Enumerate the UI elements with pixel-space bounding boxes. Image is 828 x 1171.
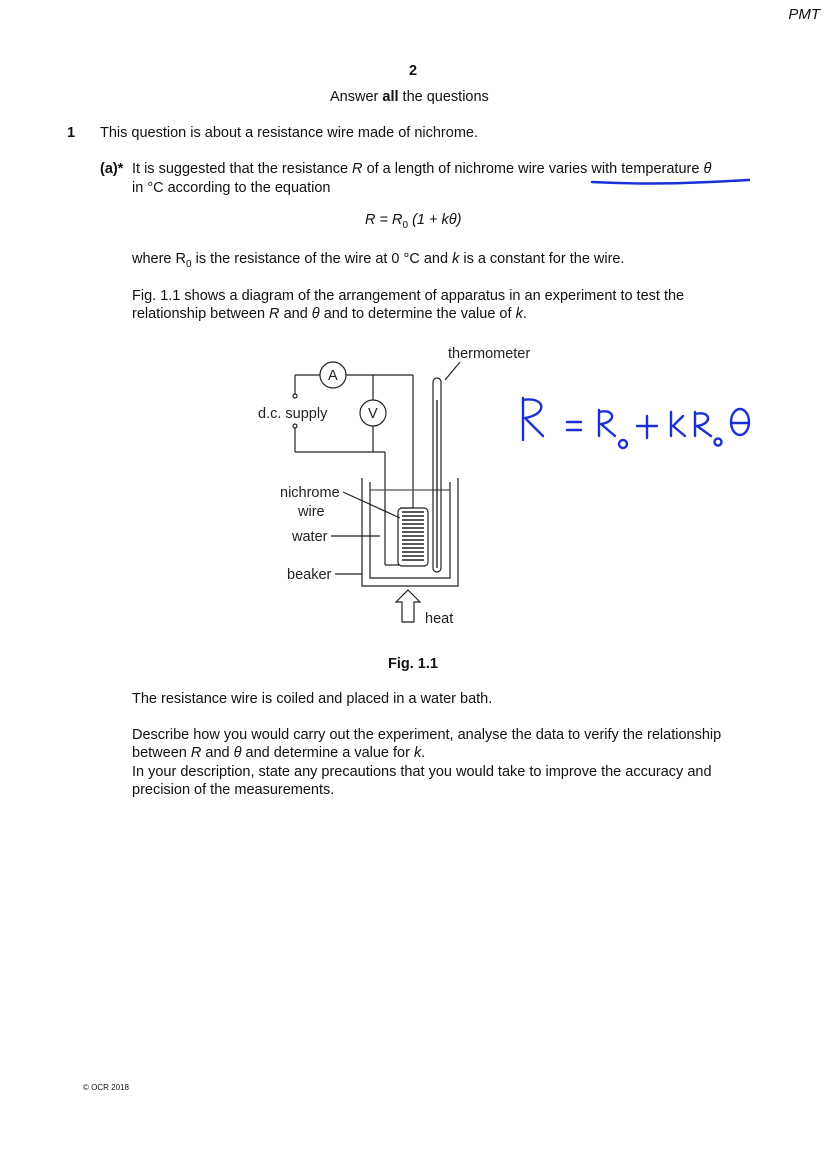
describe-line2: between R and θ and determine a value for k. [132, 745, 426, 761]
ammeter-label: A [328, 368, 338, 384]
handwritten-equation [515, 392, 760, 456]
apparatus-diagram [240, 340, 560, 640]
supply-label: d.c. supply [258, 406, 328, 422]
figure-caption: Fig. 1.1 [388, 656, 438, 672]
nichrome-label-1: nichrome [280, 485, 340, 501]
precaution-line1: In your description, state any precautions that you would take to improve the accuracy and [132, 764, 712, 780]
coil-sentence: The resistance wire is coiled and placed in a water bath. [132, 691, 493, 707]
describe-line1: Describe how you would carry out the experiment, analyse the data to verify the relationship [132, 727, 722, 743]
part-text-line2: in °C according to the equation [132, 180, 331, 196]
beaker-label: beaker [287, 567, 332, 583]
thermometer-leader [445, 362, 460, 380]
part-label: (a)* [100, 161, 124, 177]
fig-intro-line1: Fig. 1.1 shows a diagram of the arrangement of apparatus in an experiment to test the [132, 288, 685, 304]
supply-terminal-bottom [293, 424, 297, 428]
nichrome-leader [343, 492, 400, 518]
fig-intro-line2: relationship between R and θ and to determine the value of k. [132, 306, 527, 322]
heat-arrow-icon [396, 590, 420, 622]
page-number: 2 [409, 63, 418, 79]
heat-label: heat [425, 611, 454, 627]
beaker-inner [370, 482, 450, 578]
watermark: PMT [788, 6, 820, 23]
nichrome-label-2: wire [298, 504, 325, 520]
question-number: 1 [67, 125, 76, 141]
question-intro: This question is about a resistance wire made of nichrome. [100, 125, 478, 141]
nichrome-coil-turns [402, 512, 424, 560]
where-line: where $R_0$ is the resistance of the wire at 0 °C and k is a constant for the wire. [132, 251, 625, 270]
equation: $R = R_0$ (1 + kθ) [365, 212, 462, 231]
water-label: water [292, 529, 328, 545]
precaution-line2: precision of the measurements. [132, 782, 335, 798]
copyright: © OCR 2018 [83, 1083, 129, 1092]
instructions: Answer all the questions [330, 89, 489, 105]
thermometer-label: thermometer [448, 346, 531, 362]
voltmeter-label: V [368, 406, 378, 422]
handwritten-underline [590, 176, 750, 188]
supply-terminal-top [293, 394, 297, 398]
part-text-line1: It is suggested that the resistance R of a length of nichrome wire varies with temperature θ [132, 161, 712, 177]
